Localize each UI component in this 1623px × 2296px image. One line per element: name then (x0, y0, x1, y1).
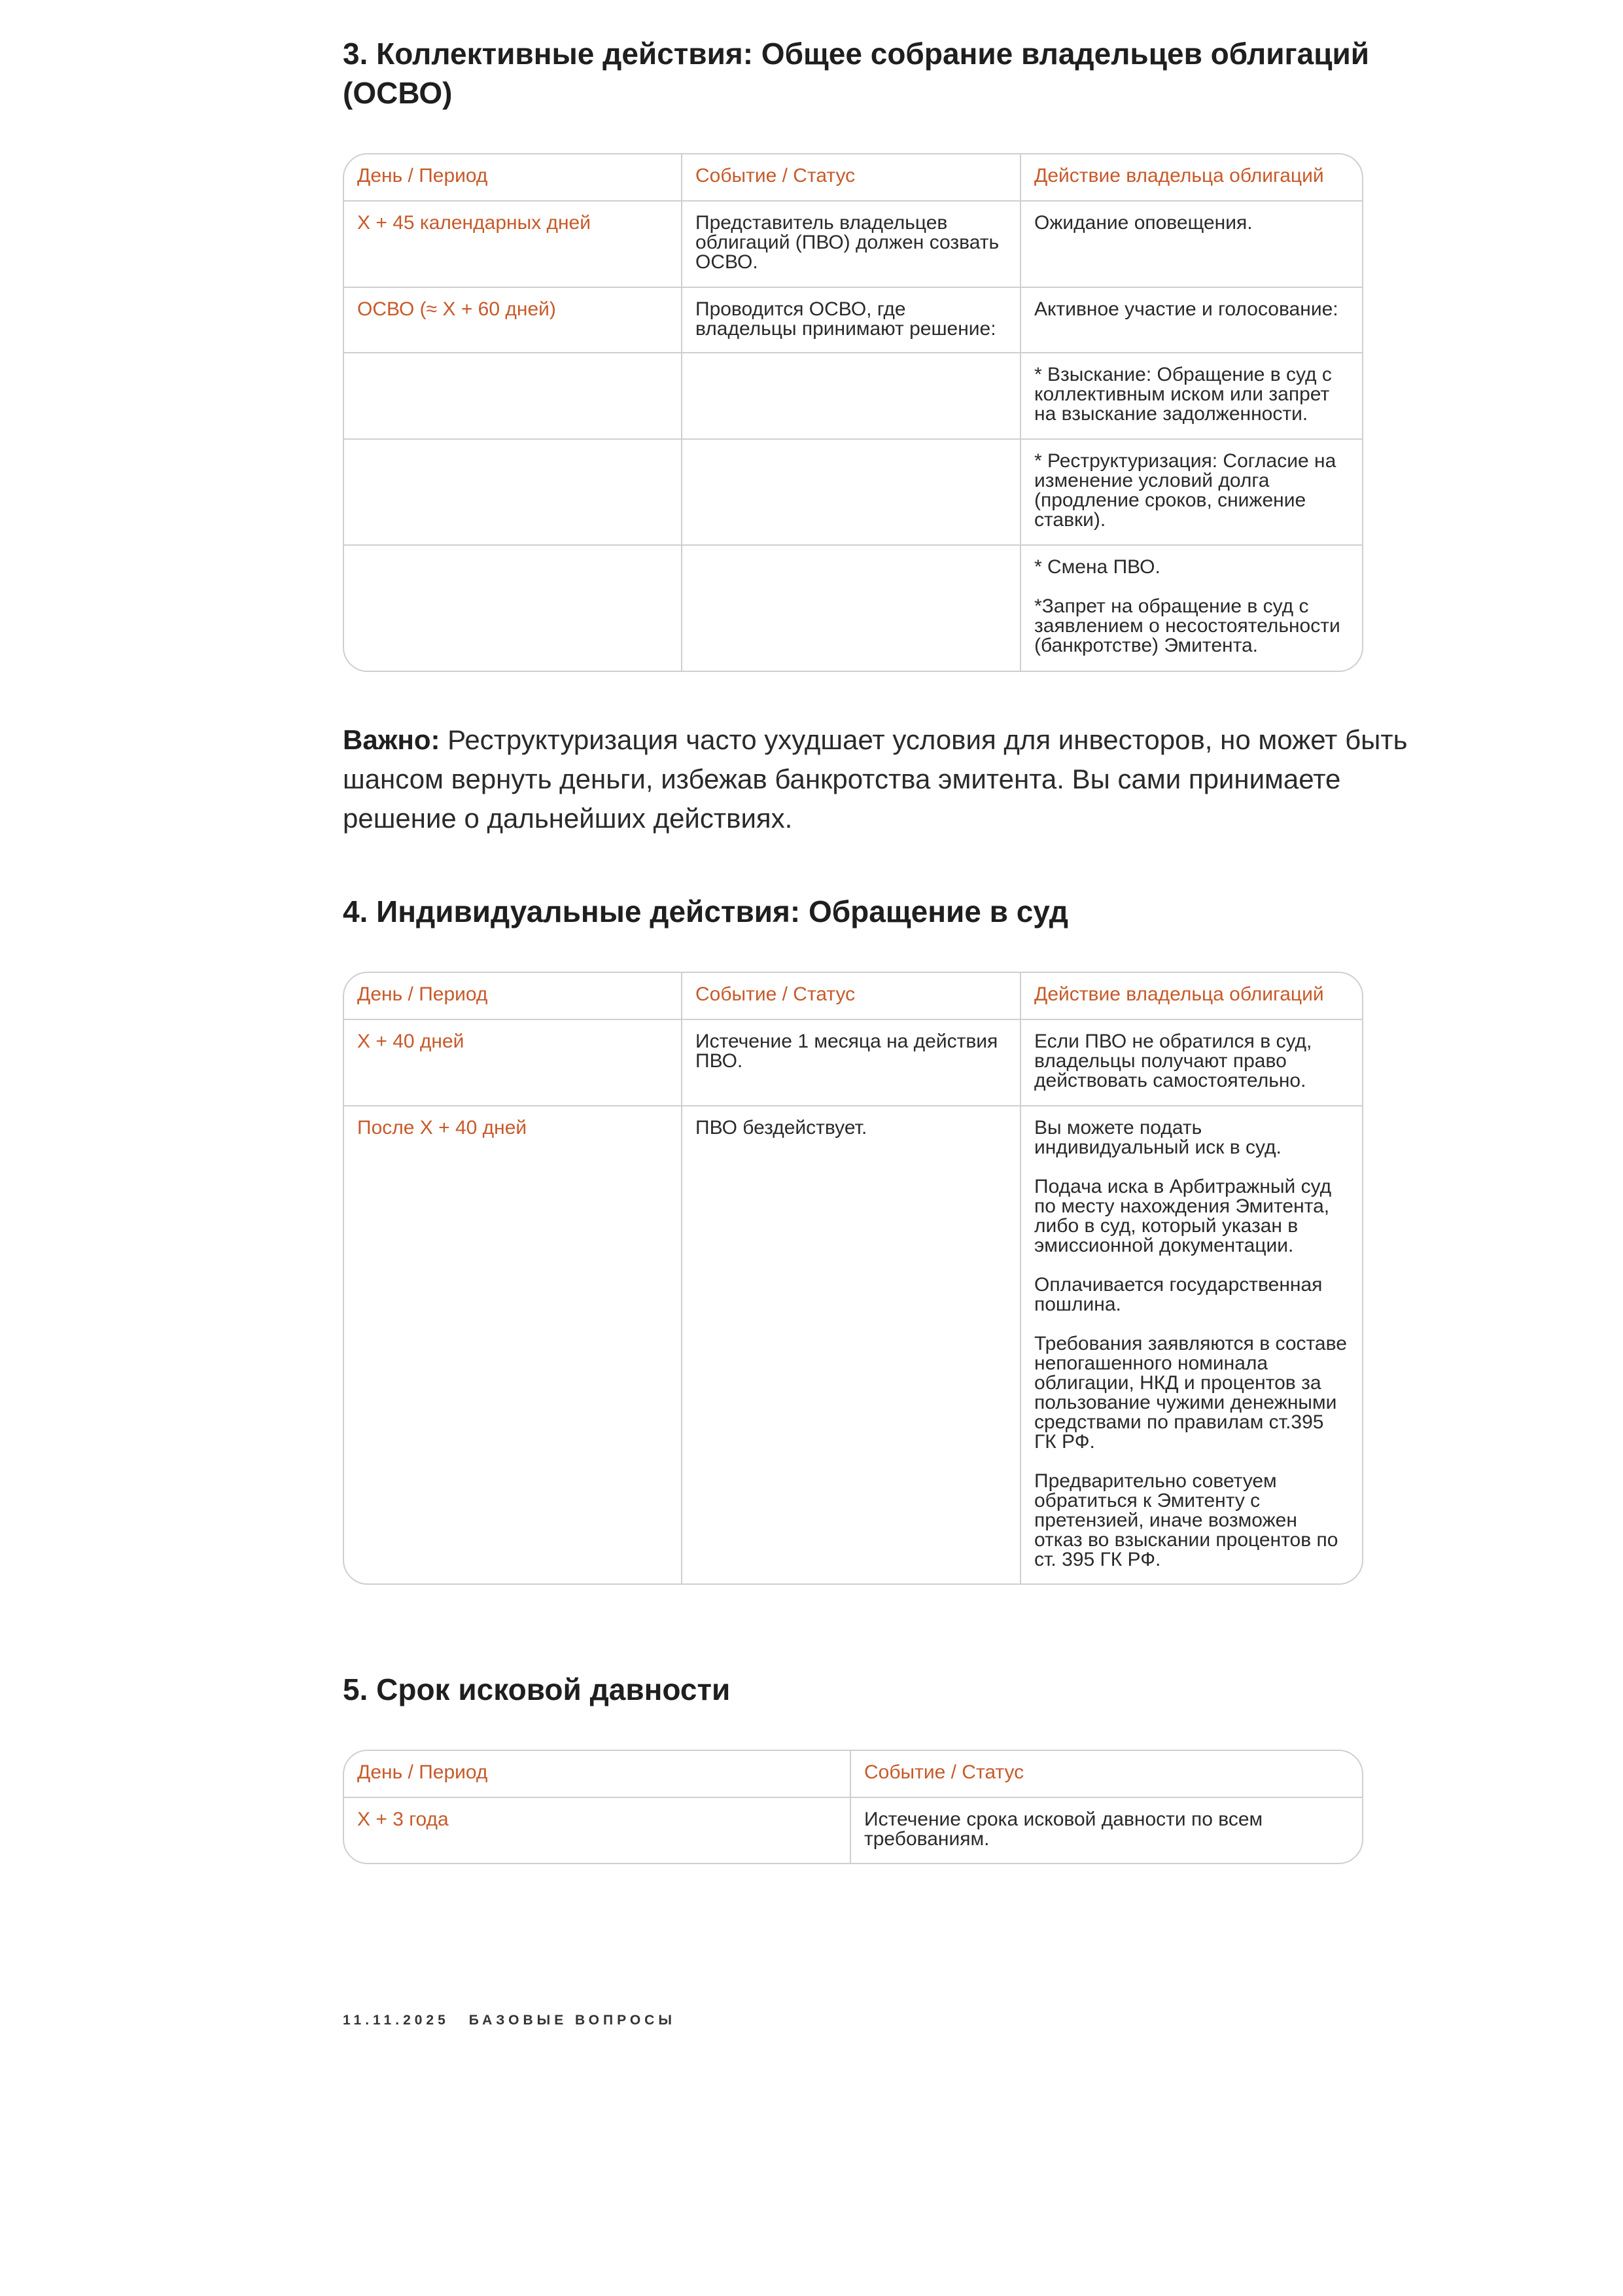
table-row (344, 439, 1362, 545)
section-3-title: 3. Коллективные действия: Общее собрание владельцев облигаций (ОСВО) (343, 37, 1370, 110)
action-line: Предварительно советуем обратиться к Эмитенту с претензией, иначе возможен отказ во взыскании процентов по ст. 395 ГК РФ. (1034, 1470, 1338, 1570)
note-text: Реструктуризация часто ухудшает условия для инвесторов, но может быть шансом вернуть деньги, избежав банкротства эмитента. Вы сами принимаете решение о дальнейших действиях. (343, 724, 1408, 834)
action-cell: Активное участие и голосование: (1021, 287, 1362, 353)
table-row (344, 1106, 1362, 1583)
event-cell: Истечение 1 месяца на действия ПВО. (682, 1019, 1021, 1106)
period-cell (344, 545, 682, 671)
column-header: День / Период (344, 1751, 850, 1797)
action-cell: * Взыскание: Обращение в суд с коллективным иском или запрет на взыскание задолженности. (1021, 353, 1362, 439)
period-cell: Х + 45 календарных дней (344, 201, 682, 287)
section-5-title: 5. Срок исковой давности (343, 1672, 731, 1706)
action-cell (1021, 1019, 1362, 1106)
action-line: * Смена ПВО. (1034, 556, 1161, 578)
event-cell: ПВО бездействует. (682, 1106, 1021, 1583)
table-row (344, 1797, 1362, 1863)
action-line: Требования заявляются в составе непогашенного номинала облигации, НКД и процентов за пользование чужими денежными средствами по правилам ст.395 ГК РФ. (1034, 1333, 1347, 1453)
period-cell (344, 353, 682, 439)
event-cell: Истечение срока исковой давности по всем требованиям. (864, 1809, 1263, 1850)
event-cell (682, 439, 1021, 545)
table-header-row (344, 973, 1362, 1019)
column-header: Действие владельца облигаций (1021, 973, 1362, 1019)
action-cell: Ожидание оповещения. (1021, 201, 1362, 287)
table-row (344, 201, 1362, 287)
table-row (344, 1019, 1362, 1106)
page-footer (343, 2013, 676, 2028)
table-row (344, 353, 1362, 439)
column-header: Событие / Статус (682, 973, 1021, 1019)
event-cell: Представитель владельцев облигаций (ПВО) должен созвать ОСВО. (682, 201, 1021, 287)
document-page (343, 34, 1416, 1864)
action-line: Вы можете подать индивидуальный иск в суд. (1034, 1117, 1282, 1158)
action-cell (1021, 1106, 1362, 1583)
column-header: День / Период (344, 154, 682, 201)
period-cell: Х + 3 года (344, 1797, 850, 1863)
event-cell (682, 353, 1021, 439)
section-5-table (343, 1750, 1363, 1864)
period-cell (344, 439, 682, 545)
column-header: Событие / Статус (850, 1751, 1362, 1797)
footer-label: БАЗОВЫЕ ВОПРОСЫ (468, 2013, 676, 2028)
table-row (344, 287, 1362, 353)
action-line: Подача иска в Арбитражный суд по месту нахождения Эмитента, либо в суд, который указан в эмиссионной документации. (1034, 1176, 1332, 1256)
period-cell: ОСВО (≈ Х + 60 дней) (344, 287, 682, 353)
period-cell: Х + 40 дней (344, 1019, 682, 1106)
column-header: День / Период (344, 973, 682, 1019)
action-cell (1021, 545, 1362, 671)
section-3-table (343, 153, 1363, 672)
note-label: Важно: (343, 724, 440, 755)
table-header-row (344, 154, 1362, 201)
column-header: Действие владельца облигаций (1021, 154, 1362, 201)
event-cell (682, 545, 1021, 671)
action-line: Если ПВО не обратился в суд, владельцы получают право действовать самостоятельно. (1034, 1031, 1312, 1091)
event-cell: Проводится ОСВО, где владельцы принимают решение: (682, 287, 1021, 353)
table-header-row (344, 1751, 1362, 1797)
action-line: Оплачивается государственная пошлина. (1034, 1274, 1323, 1315)
section-4-table (343, 972, 1363, 1585)
action-line: *Запрет на обращение в суд с заявлением о несостоятельности (банкротстве) Эмитента. (1034, 595, 1340, 656)
footer-date: 11.11.2025 (343, 2013, 449, 2028)
column-header: Событие / Статус (682, 154, 1021, 201)
action-cell: * Реструктуризация: Согласие на изменение условий долга (продление сроков, снижение ставки). (1021, 439, 1362, 545)
important-note (343, 720, 1416, 838)
period-cell: После Х + 40 дней (344, 1106, 682, 1583)
table-row (344, 545, 1362, 671)
section-4-title: 4. Индивидуальные действия: Обращение в суд (343, 894, 1068, 928)
